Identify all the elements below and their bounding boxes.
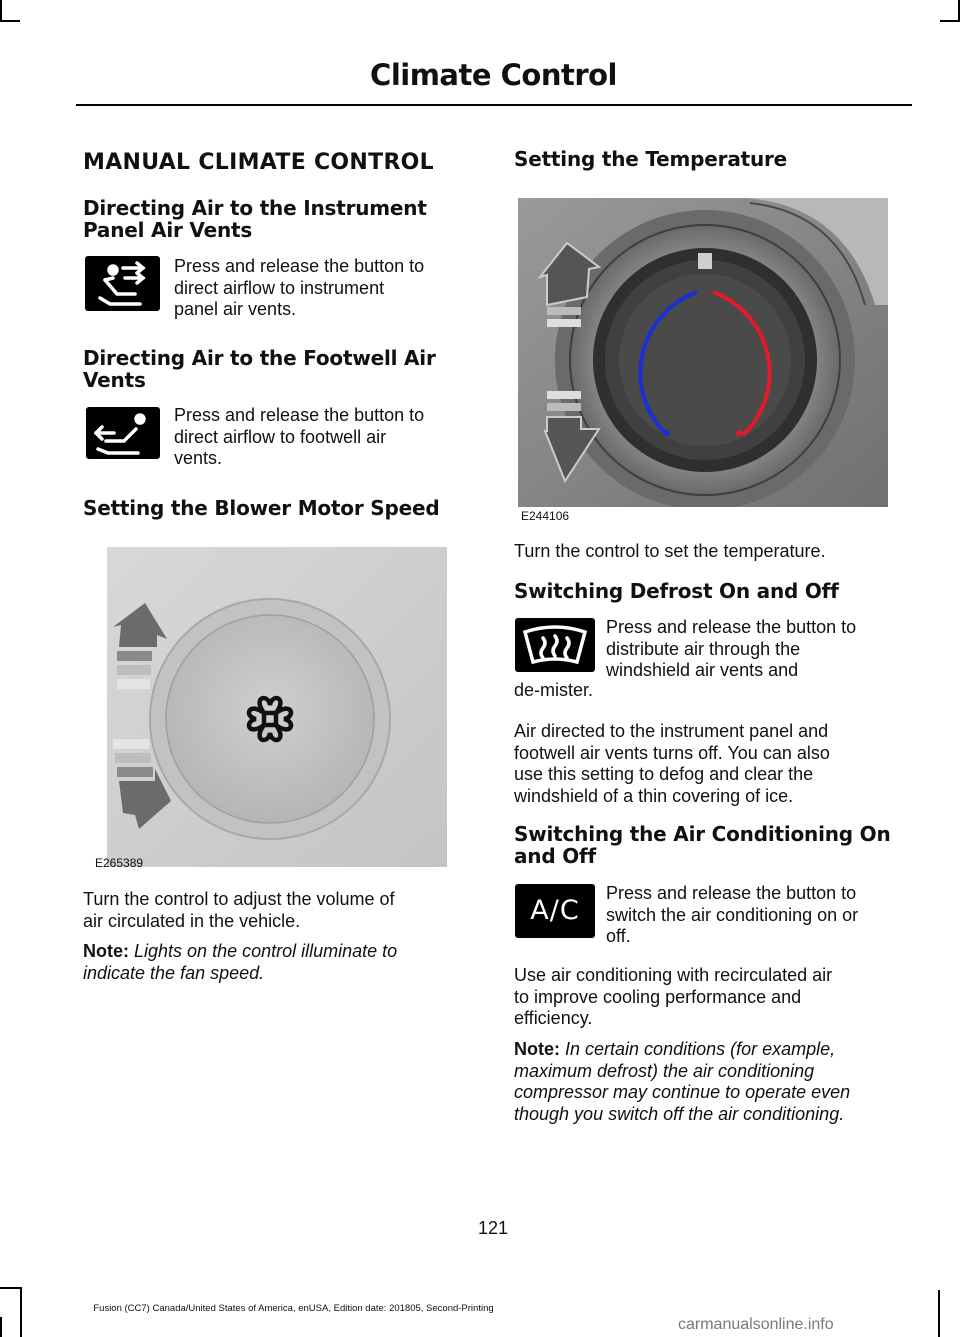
figure-code: E265389 (95, 856, 144, 870)
text-line: use this setting to defog and clear the (514, 764, 814, 784)
footer-text: Fusion (CC7) Canada/United States of America, enUSA, Edition date: 201805, Second-Printing (93, 1303, 494, 1314)
text-line: direct airflow to instrument (174, 277, 385, 298)
text-line: efficiency. (514, 1008, 593, 1028)
section-heading: Setting the Temperature (514, 147, 788, 171)
note-label: Note: (83, 941, 129, 961)
text-line: to improve cooling performance and (514, 986, 802, 1007)
paragraph (606, 617, 856, 682)
crop-mark (958, 0, 960, 20)
crop-mark (0, 0, 2, 20)
heading-line: Directing Air to the Instrument (83, 196, 427, 220)
figure-code: E244106 (521, 509, 570, 523)
note-text: though you switch off the air conditioning. (514, 1103, 845, 1124)
heading-line: Panel Air Vents (83, 218, 253, 242)
ac-icon-label: A/C (530, 895, 580, 926)
heading-line: Switching the Air Conditioning On (514, 822, 891, 846)
note (514, 1039, 850, 1125)
section-heading: Setting the Blower Motor Speed (83, 496, 440, 520)
text-line: switch the air conditioning on or (606, 904, 859, 925)
text-line: off. (606, 926, 631, 946)
header-divider (76, 104, 912, 106)
paragraph (514, 965, 832, 1030)
page-title: Climate Control (370, 58, 617, 92)
text-line: Press and release the button to (174, 405, 425, 425)
crop-mark (940, 20, 960, 22)
blower-control-figure (95, 547, 450, 869)
text-line: distribute air through the (606, 638, 801, 659)
text-line: Air directed to the instrument panel and (514, 721, 829, 741)
paragraph (174, 405, 424, 470)
paragraph (606, 883, 858, 948)
crop-mark (0, 1287, 20, 1289)
page-number: 121 (477, 1218, 509, 1238)
defrost-icon (515, 618, 595, 672)
note-text: indicate the fan speed. (83, 962, 265, 983)
text-line: Use air conditioning with recirculated air (514, 965, 833, 985)
text-line: vents. (174, 448, 223, 468)
note-label: Note: (514, 1039, 560, 1059)
crop-mark (0, 1317, 2, 1337)
crop-mark (0, 20, 20, 22)
note-text: Lights on the control illuminate to (134, 941, 398, 961)
text-line: Turn the control to adjust the volume of (83, 889, 395, 909)
note-text: compressor may continue to operate even (514, 1082, 851, 1102)
section-heading (83, 197, 427, 241)
section-heading: Switching Defrost On and Off (514, 579, 839, 603)
panel-vent-icon (85, 256, 160, 311)
main-heading: MANUAL CLIMATE CONTROL (83, 150, 435, 175)
crop-mark (938, 1290, 940, 1337)
text-line: windshield air vents and (606, 660, 799, 680)
text-line: panel air vents. (174, 299, 297, 319)
text-line: Press and release the button to (606, 883, 857, 903)
section-heading (83, 347, 436, 391)
text-line: Press and release the button to (606, 617, 857, 637)
note (83, 941, 397, 984)
paragraph: Turn the control to set the temperature. (514, 541, 826, 561)
text-line: footwell air vents turns off. You can also (514, 742, 830, 763)
text-line: Press and release the button to (174, 256, 425, 276)
text-line: air circulated in the vehicle. (83, 910, 301, 931)
note-text: maximum defrost) the air conditioning (514, 1060, 815, 1081)
section-heading (514, 823, 891, 867)
ac-button-icon (515, 884, 595, 938)
heading-line: Directing Air to the Footwell Air (83, 346, 436, 370)
footwell-vent-icon (86, 407, 160, 459)
text-line: de-mister. (514, 680, 594, 700)
text-line: windshield of a thin covering of ice. (514, 785, 794, 806)
note-text: In certain conditions (for example, (565, 1039, 836, 1059)
temperature-control-figure (515, 195, 890, 525)
paragraph (514, 721, 830, 807)
heading-line: and Off (514, 844, 597, 868)
paragraph (174, 256, 424, 321)
heading-line: Vents (83, 368, 146, 392)
watermark: carmanualsonline.info (678, 1316, 834, 1333)
paragraph (83, 889, 395, 932)
text-line: direct airflow to footwell air (174, 426, 387, 447)
